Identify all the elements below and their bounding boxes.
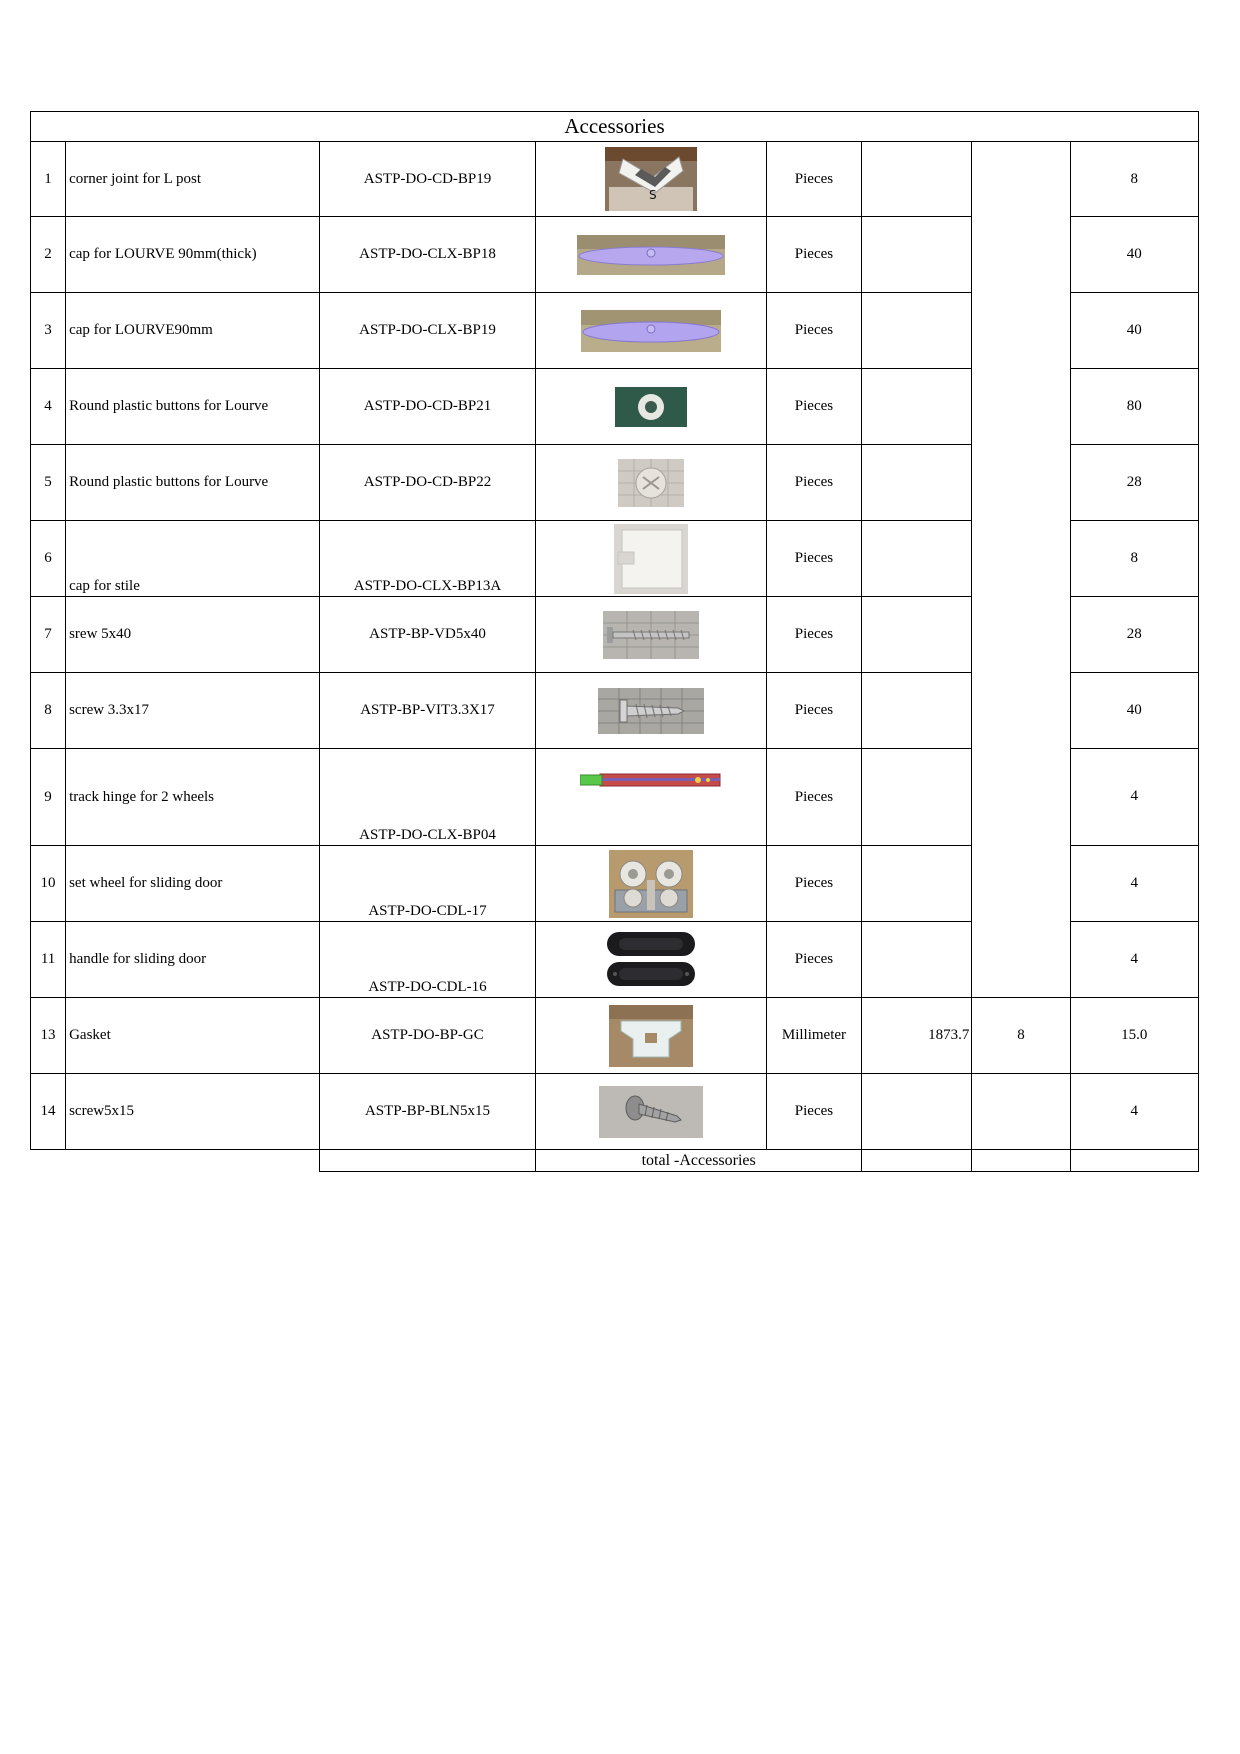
empty-cell bbox=[862, 597, 972, 673]
row-number: 14 bbox=[31, 1074, 66, 1150]
empty-cell bbox=[972, 1150, 1070, 1172]
item-code: ASTP-DO-CD-BP21 bbox=[319, 369, 536, 445]
unit: Pieces bbox=[766, 142, 861, 217]
empty-cell bbox=[862, 749, 972, 846]
row-number: 1 bbox=[31, 142, 66, 217]
quantity: 4 bbox=[1070, 846, 1198, 922]
item-code: ASTP-DO-CLX-BP04 bbox=[319, 749, 536, 846]
item-code: ASTP-BP-VD5x40 bbox=[319, 597, 536, 673]
item-description: Gasket bbox=[66, 998, 320, 1074]
door-handle-photo bbox=[605, 928, 697, 992]
total-row bbox=[31, 1150, 1199, 1172]
table-row bbox=[31, 1074, 1199, 1150]
quantity: 40 bbox=[1070, 673, 1198, 749]
item-image-cell bbox=[536, 922, 767, 998]
quantity: 40 bbox=[1070, 293, 1198, 369]
item-image-cell bbox=[536, 749, 767, 846]
item-description: Round plastic buttons for Lourve bbox=[66, 369, 320, 445]
empty-cell bbox=[862, 1150, 972, 1172]
quantity: 8 bbox=[1070, 521, 1198, 597]
item-description: cap for LOURVE90mm bbox=[66, 293, 320, 369]
row-number: 5 bbox=[31, 445, 66, 521]
empty-cell bbox=[862, 521, 972, 597]
empty-cell bbox=[862, 293, 972, 369]
item-image-cell bbox=[536, 1074, 767, 1150]
section-title: Accessories bbox=[31, 112, 1199, 142]
empty-cell bbox=[862, 922, 972, 998]
row-number: 7 bbox=[31, 597, 66, 673]
quantity: 8 bbox=[1070, 142, 1198, 217]
quantity: 80 bbox=[1070, 369, 1198, 445]
item-code: ASTP-BP-BLN5x15 bbox=[319, 1074, 536, 1150]
total-label: total -Accessories bbox=[536, 1150, 862, 1172]
row-number: 9 bbox=[31, 749, 66, 846]
empty-cell bbox=[862, 673, 972, 749]
item-description: Round plastic buttons for Lourve bbox=[66, 445, 320, 521]
merged-count-cell bbox=[972, 142, 1070, 998]
item-image-cell bbox=[536, 998, 767, 1074]
quantity: 4 bbox=[1070, 1074, 1198, 1150]
item-code: ASTP-DO-CLX-BP18 bbox=[319, 217, 536, 293]
item-image-cell bbox=[536, 445, 767, 521]
item-description: screw5x15 bbox=[66, 1074, 320, 1150]
item-description: set wheel for sliding door bbox=[66, 846, 320, 922]
louvre-cap-photo bbox=[581, 310, 721, 352]
accessories-sheet bbox=[30, 111, 1199, 1172]
item-code: ASTP-BP-VIT3.3X17 bbox=[319, 673, 536, 749]
screw-short-photo bbox=[598, 688, 704, 734]
unit: Pieces bbox=[766, 217, 861, 293]
unit: Pieces bbox=[766, 445, 861, 521]
louvre-cap-photo bbox=[577, 235, 725, 275]
empty-cell bbox=[862, 445, 972, 521]
table-title-row bbox=[31, 112, 1199, 142]
unit: Millimeter bbox=[766, 998, 861, 1074]
screw-small-photo bbox=[599, 1086, 703, 1138]
blank-cell bbox=[31, 1150, 66, 1172]
item-description: track hinge for 2 wheels bbox=[66, 749, 320, 846]
stile-cap-photo bbox=[614, 524, 688, 594]
item-code: ASTP-DO-BP-GC bbox=[319, 998, 536, 1074]
empty-cell bbox=[319, 1150, 536, 1172]
item-description: screw 3.3x17 bbox=[66, 673, 320, 749]
svg-text:S: S bbox=[649, 188, 657, 202]
length-value: 1873.7 bbox=[862, 998, 972, 1074]
empty-cell bbox=[972, 1074, 1070, 1150]
item-code: ASTP-DO-CLX-BP13A bbox=[319, 521, 536, 597]
unit: Pieces bbox=[766, 749, 861, 846]
empty-cell bbox=[862, 142, 972, 217]
item-description: corner joint for L post bbox=[66, 142, 320, 217]
item-description: srew 5x40 bbox=[66, 597, 320, 673]
item-code: ASTP-DO-CLX-BP19 bbox=[319, 293, 536, 369]
item-code: ASTP-DO-CDL-17 bbox=[319, 846, 536, 922]
row-number: 8 bbox=[31, 673, 66, 749]
gasket-photo bbox=[609, 1005, 693, 1067]
item-description: handle for sliding door bbox=[66, 922, 320, 998]
empty-cell bbox=[862, 846, 972, 922]
row-number: 13 bbox=[31, 998, 66, 1074]
item-code: ASTP-DO-CD-BP22 bbox=[319, 445, 536, 521]
unit: Pieces bbox=[766, 521, 861, 597]
round-button-white-photo bbox=[618, 459, 684, 507]
item-image-cell bbox=[536, 521, 767, 597]
unit: Pieces bbox=[766, 293, 861, 369]
count-value: 8 bbox=[972, 998, 1070, 1074]
unit: Pieces bbox=[766, 922, 861, 998]
item-image-cell bbox=[536, 293, 767, 369]
empty-cell bbox=[862, 1074, 972, 1150]
item-code: ASTP-DO-CDL-16 bbox=[319, 922, 536, 998]
blank-cell bbox=[66, 1150, 320, 1172]
quantity: 15.0 bbox=[1070, 998, 1198, 1074]
row-number: 2 bbox=[31, 217, 66, 293]
quantity: 28 bbox=[1070, 445, 1198, 521]
row-number: 4 bbox=[31, 369, 66, 445]
item-image-cell bbox=[536, 673, 767, 749]
table-row bbox=[31, 142, 1199, 217]
quantity: 4 bbox=[1070, 749, 1198, 846]
unit: Pieces bbox=[766, 597, 861, 673]
row-number: 11 bbox=[31, 922, 66, 998]
unit: Pieces bbox=[766, 369, 861, 445]
accessories-table bbox=[30, 111, 1199, 1172]
item-code: ASTP-DO-CD-BP19 bbox=[319, 142, 536, 217]
item-image-cell bbox=[536, 217, 767, 293]
quantity: 40 bbox=[1070, 217, 1198, 293]
unit: Pieces bbox=[766, 673, 861, 749]
corner-joint-photo bbox=[605, 147, 697, 211]
table-row bbox=[31, 998, 1199, 1074]
item-image-cell bbox=[536, 369, 767, 445]
empty-cell bbox=[862, 369, 972, 445]
quantity: 28 bbox=[1070, 597, 1198, 673]
row-number: 6 bbox=[31, 521, 66, 597]
item-image-cell bbox=[536, 846, 767, 922]
round-button-green-photo bbox=[615, 387, 687, 427]
item-image-cell bbox=[536, 142, 767, 217]
track-hinge-drawing bbox=[580, 771, 722, 789]
empty-cell bbox=[1070, 1150, 1198, 1172]
unit: Pieces bbox=[766, 846, 861, 922]
empty-cell bbox=[862, 217, 972, 293]
row-number: 10 bbox=[31, 846, 66, 922]
quantity: 4 bbox=[1070, 922, 1198, 998]
row-number: 3 bbox=[31, 293, 66, 369]
wheel-set-photo bbox=[609, 850, 693, 918]
item-description: cap for stile bbox=[66, 521, 320, 597]
item-description: cap for LOURVE 90mm(thick) bbox=[66, 217, 320, 293]
item-image-cell bbox=[536, 597, 767, 673]
unit: Pieces bbox=[766, 1074, 861, 1150]
screw-photo bbox=[603, 611, 699, 659]
